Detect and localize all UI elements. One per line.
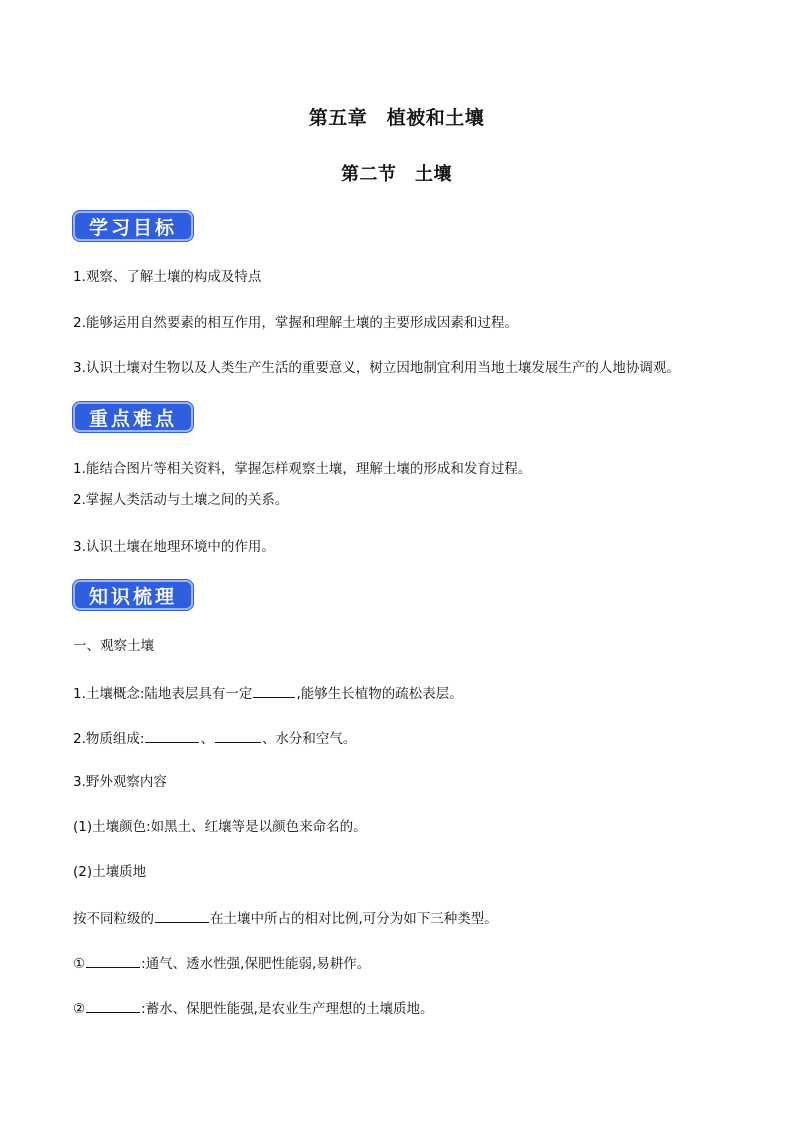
texture-text: 按不同粒级的 xyxy=(73,911,154,927)
composition-text: 2.物质组成: xyxy=(73,731,145,747)
composition-text: 、水分和空气。 xyxy=(261,731,357,747)
composition-line xyxy=(73,728,356,748)
fill-blank[interactable] xyxy=(253,683,295,698)
fill-blank[interactable] xyxy=(86,953,140,968)
fill-blank[interactable] xyxy=(215,728,261,743)
soil-concept-line xyxy=(73,683,463,703)
fill-blank[interactable] xyxy=(155,908,209,923)
fill-blank[interactable] xyxy=(86,998,140,1013)
type-marker: ② xyxy=(73,1001,86,1017)
key-point-3: 3.认识土壤在地理环境中的作用。 xyxy=(73,539,275,555)
key-point-1: 1.能结合图片等相关资料，掌握怎样观察土壤，理解土壤的形成和发育过程。 xyxy=(73,461,532,477)
key-point-2: 2.掌握人类活动与土壤之间的关系。 xyxy=(73,492,289,508)
composition-separator: 、 xyxy=(200,731,214,747)
objective-2: 2.能够运用自然要素的相互作用，掌握和理解土壤的主要形成因素和过程。 xyxy=(73,315,518,331)
fill-blank[interactable] xyxy=(145,728,199,743)
field-observation-line: 3.野外观察内容 xyxy=(73,774,167,790)
soil-color-line: (1)土壤颜色:如黑土、红壤等是以颜色来命名的。 xyxy=(73,819,367,835)
soil-concept-text: 1.土壤概念:陆地表层具有一定 xyxy=(73,686,253,702)
texture-text: 在土壤中所占的相对比例,可分为如下三种类型。 xyxy=(210,911,498,927)
section-title: 第二节 土壤 xyxy=(341,164,452,185)
knowledge-heading: 一、观察土壤 xyxy=(73,638,154,654)
texture-description-line xyxy=(73,908,498,928)
soil-texture-line: (2)土壤质地 xyxy=(73,864,147,880)
objective-1: 1.观察、了解土壤的构成及特点 xyxy=(73,269,262,285)
texture-type-1-line xyxy=(73,953,370,973)
type-text: :蓄水、保肥性能强,是农业生产理想的土壤质地。 xyxy=(141,1001,434,1017)
objective-3: 3.认识土壤对生物以及人类生产生活的重要意义，树立因地制宜利用当地土壤发展生产的人地协调观。 xyxy=(73,360,680,376)
type-text: :通气、透水性强,保肥性能弱,易耕作。 xyxy=(141,956,371,972)
chapter-title: 第五章 植被和土壤 xyxy=(308,107,485,129)
objectives-badge: 学习目标 xyxy=(73,211,193,241)
soil-concept-text: ,能够生长植物的疏松表层。 xyxy=(296,686,463,702)
type-marker: ① xyxy=(73,956,86,972)
knowledge-badge: 知识梳理 xyxy=(73,580,193,610)
texture-type-2-line xyxy=(73,998,433,1018)
key-points-badge: 重点难点 xyxy=(73,402,193,432)
